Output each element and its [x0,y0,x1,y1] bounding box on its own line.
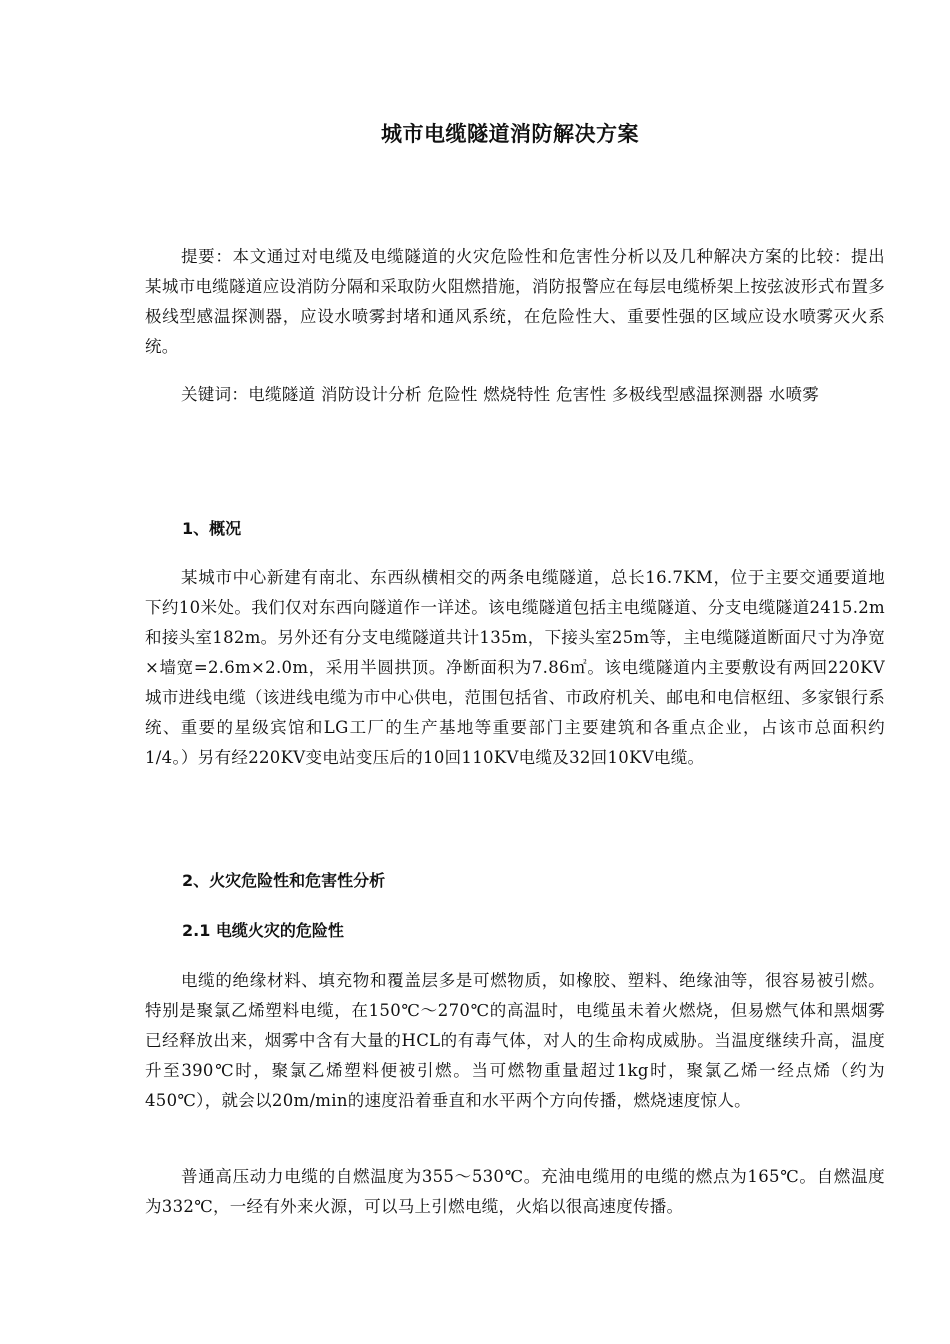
section-2-heading: 2、火灾危险性和危害性分析 [182,871,386,890]
section-1-paragraph: 某城市中心新建有南北、东西纵横相交的两条电缆隧道，总长16.7KM，位于主要交通要道地下约10米处。我们仅对东西向隧道作一详述。该电缆隧道包括主电缆隧道、分支电缆隧道2415.2m和接头室182m。另外还有分支电缆隧道共计135m，下接头室25m等，主电缆隧道断面尺寸为净宽×墙宽=2.6m×2.0m，采用半圆拱顶。净断面积为7.86㎡。该电缆隧道内主要敷设有两回220KV城市进线电缆（该进线电缆为市中心供电，范围包括省、市政府机关、邮电和电信枢纽、多家银行系统、重要的星级宾馆和LG工厂的生产基地等重要部门主要建筑和各重点企业，占该市总面积约1/4。）另有经220KV变电站变压后的10回110KV电缆及32回10KV电缆。 [145,568,885,767]
document-title: 城市电缆隧道消防解决方案 [381,122,639,146]
section-1-heading: 1、概况 [182,519,242,538]
section-2-1-heading: 2.1 电缆火灾的危险性 [182,921,344,940]
section-2-1-paragraph-2: 普通高压动力电缆的自燃温度为355～530℃。充油电缆用的电缆的燃点为165℃。自燃温度为332℃，一经有外来火源，可以马上引燃电缆，火焰以很高速度传播。 [145,1167,885,1216]
abstract-paragraph: 提要：本文通过对电缆及电缆隧道的火灾危险性和危害性分析以及几种解决方案的比较：提出某城市电缆隧道应设消防分隔和采取防火阻燃措施，消防报警应在每层电缆桥架上按弦波形式布置多极线型感温探测器，应设水喷雾封堵和通风系统，在危险性大、重要性强的区域应设水喷雾灭火系统。 [145,247,885,356]
keywords-paragraph: 关键词：电缆隧道 消防设计分析 危险性 燃烧特性 危害性 多极线型感温探测器 水喷雾 [181,385,820,404]
section-2-1-paragraph-1: 电缆的绝缘材料、填充物和覆盖层多是可燃物质，如橡胶、塑料、绝缘油等，很容易被引燃。特别是聚氯乙烯塑料电缆，在150℃～270℃的高温时，电缆虽未着火燃烧，但易燃气体和黑烟雾已经释放出来，烟雾中含有大量的HCL的有毒气体，对人的生命构成威胁。当温度继续升高，温度升至390℃时，聚氯乙烯塑料便被引燃。当可燃物重量超过1kg时，聚氯乙烯一经点烯（约为450℃），就会以20m/min的速度沿着垂直和水平两个方向传播，燃烧速度惊人。 [145,971,885,1110]
